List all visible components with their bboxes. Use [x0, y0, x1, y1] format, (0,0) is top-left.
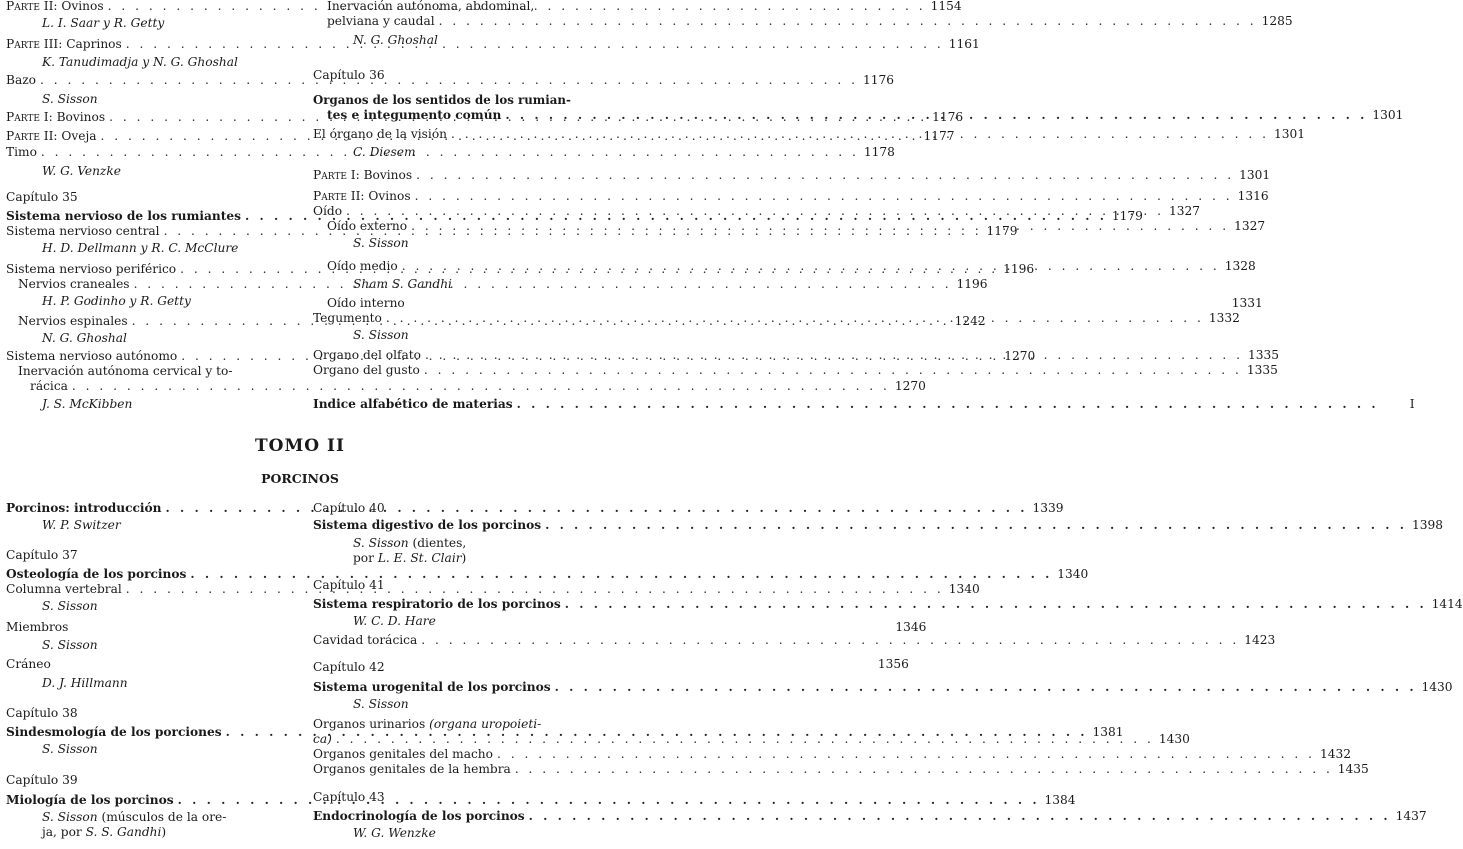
author-line: C. Diesem: [353, 145, 416, 159]
author-note: ): [461, 551, 467, 565]
page-number: 1398: [1411, 518, 1443, 532]
author-line: [313, 536, 596, 551]
author-line: D. J. Hillmann: [42, 676, 128, 690]
leader-dots: [501, 108, 1369, 123]
leader-dots: [421, 348, 1245, 363]
page-number: I: [1409, 397, 1415, 411]
entry-label: Sistema urogenital de los porcinos: [313, 680, 551, 694]
author-line: K. Tanudimadja y N. G. Ghoshal: [42, 55, 238, 69]
page-number: 1381: [1092, 725, 1124, 739]
entry-label: Organos genitales del macho: [313, 747, 493, 761]
entry-label: Sindesmología de los porciones: [6, 725, 222, 739]
author-line: H. P. Godinho y R. Getty: [42, 294, 191, 308]
entry-label: Miembros: [6, 620, 69, 634]
page-number: 1179: [986, 224, 1018, 238]
page-number: 1340: [1057, 567, 1089, 581]
author-line: S. Sisson: [353, 697, 409, 711]
entry-label: Sistema nervioso de los rumiantes: [6, 209, 242, 223]
entry-label: rácica: [30, 379, 68, 393]
toc-entry: [313, 363, 1278, 378]
toc-entry: [6, 379, 926, 394]
author-line: S. Sisson: [353, 328, 409, 342]
page-number: 1196: [1003, 262, 1035, 276]
leader-dots: [493, 747, 1317, 762]
toc-entry: [313, 296, 1263, 311]
author-line: W. P. Switzer: [42, 518, 121, 532]
entry-label: Endocrinología de los porcinos: [313, 809, 525, 823]
entry-label: Oído medio: [327, 259, 398, 273]
leader-dots: [447, 127, 1271, 142]
entry-label: Cráneo: [6, 657, 51, 671]
chapter-label: Capítulo 39: [6, 773, 78, 787]
author-line: H. D. Dellmann y R. C. McClure: [42, 241, 239, 255]
entry-label: Sistema nervioso autónomo: [6, 349, 178, 363]
entry-label: II: Ovinos: [39, 0, 104, 13]
part-prefix: Parte: [313, 168, 347, 182]
author-line: W. G. Wenzke: [353, 826, 436, 840]
leader-dots: [511, 762, 1335, 777]
author-line: N. G. Ghoshal: [353, 33, 438, 47]
entry-label: Sistema digestivo de los porcinos: [313, 518, 542, 532]
page-number: 1432: [1319, 747, 1352, 761]
page-number: 1316: [1237, 189, 1269, 203]
page-number: 1437: [1395, 809, 1427, 823]
author-line: S. Sisson: [353, 236, 409, 250]
author-line: S. Sisson: [42, 742, 98, 756]
page-number: 1270: [894, 379, 926, 393]
entry-label-line: Inervación autónoma cervical y to-: [18, 364, 233, 378]
page-number: 1178: [863, 145, 895, 159]
author-line: N. G. Ghoshal: [42, 331, 127, 345]
page-number: 1327: [1234, 219, 1266, 233]
toc-entry: [313, 168, 1271, 183]
toc-entry: [313, 597, 1463, 612]
page-number: 1196: [956, 277, 988, 291]
entry-label: Osteología de los porcinos: [6, 567, 187, 581]
page-number: 1327: [1169, 204, 1201, 218]
leader-dots: [411, 189, 1235, 204]
chapter-label: Capítulo 36: [313, 68, 385, 82]
leader-dots: [561, 597, 1429, 612]
author-note: ja, por: [42, 825, 86, 839]
leader-dots: [551, 680, 1419, 695]
entry-latin: (organa uropoieti-: [429, 717, 542, 731]
leader-dots: [407, 219, 1231, 234]
chapter-label: Capítulo 37: [6, 548, 78, 562]
leader-dots: [435, 14, 1259, 29]
toc-entry: [313, 747, 1352, 762]
author-line: W. C. D. Hare: [353, 614, 436, 628]
toc-entry: [313, 518, 1443, 533]
toc-entry: [313, 14, 1293, 29]
entry-label: El órgano de la visión: [313, 127, 448, 141]
leader-dots: [342, 204, 1166, 219]
page-number: 1340: [948, 582, 980, 596]
part-prefix: Parte: [6, 110, 40, 124]
page-number: 1176: [862, 73, 894, 87]
leader-dots: [417, 633, 1241, 648]
author-name: S. Sisson: [42, 810, 98, 824]
page-number: 1384: [1044, 793, 1076, 807]
toc-entry: [6, 567, 1089, 582]
author-line: W. G. Venzke: [42, 164, 121, 178]
chapter-label: Capítulo 35: [6, 190, 78, 204]
toc-entry: [313, 397, 1415, 412]
entry-label: pelviana y caudal: [327, 14, 435, 28]
entry-label: II: Ovinos: [346, 189, 411, 203]
entry-label: Sistema nervioso periférico: [6, 262, 177, 276]
entry-label-line: Inervación autónoma, abdominal,: [327, 0, 535, 13]
leader-dots: [382, 311, 1206, 326]
entry-label: II: Oveja: [39, 129, 97, 143]
entry-label: Porcinos: introducción: [6, 501, 162, 515]
author-line: [6, 810, 289, 825]
page-number: 1339: [1032, 501, 1064, 515]
page-number: 1242: [954, 314, 986, 328]
author-note: ): [161, 825, 167, 839]
author-line: L. I. Saar y R. Getty: [42, 16, 165, 30]
part-prefix: Parte: [6, 129, 40, 143]
chapter-label: Capítulo 38: [6, 706, 78, 720]
entry-label: Indice alfabético de materias: [313, 397, 513, 411]
page-number: 1332: [1208, 311, 1240, 325]
page-number: 1301: [1274, 127, 1306, 141]
leader-dots: [332, 732, 1156, 747]
leader-dots: [398, 259, 1222, 274]
entry-label: Organo del olfato: [313, 348, 421, 362]
page-number: 1270: [1004, 349, 1036, 363]
page-number: 1301: [1372, 108, 1404, 122]
author-line: [6, 825, 289, 840]
part-prefix: Parte: [6, 0, 40, 13]
entry-label: Nervios craneales: [18, 277, 130, 291]
entry-label-line: [313, 717, 596, 732]
entry-label: I: Bovinos: [346, 168, 413, 182]
entry-label: Miología de los porcinos: [6, 793, 174, 807]
page-number: 1161: [948, 37, 980, 51]
page-number: 1430: [1158, 732, 1190, 746]
entry-label: Timo: [6, 145, 37, 159]
entry-label: Columna vertebral: [6, 582, 122, 596]
author-name: S. Sisson: [353, 536, 409, 550]
page-number: 1430: [1421, 680, 1453, 694]
toc-entry: [313, 633, 1276, 648]
chapter-label: Capítulo 43: [313, 790, 385, 804]
chapter-label: Capítulo 40: [313, 501, 385, 515]
page-number: 1328: [1224, 259, 1256, 273]
entry-label: Tegumento: [313, 311, 382, 325]
leader-dots: [420, 363, 1244, 378]
page-number: 1177: [923, 129, 955, 143]
entry-label: Oído: [313, 204, 343, 218]
author-line: Sham S. Gandhi: [353, 277, 452, 291]
author-name: L. E. St. Clair: [377, 551, 462, 565]
section-heading: PORCINOS: [261, 471, 339, 486]
author-line: [313, 551, 596, 566]
entry-label: I: Bovinos: [39, 110, 106, 124]
entry-label: III: Caprinos: [39, 37, 122, 51]
author-note: por: [353, 551, 378, 565]
part-prefix: Parte: [313, 189, 347, 203]
page-number: 1414: [1431, 597, 1463, 611]
toc-entry: [313, 189, 1269, 204]
entry-latin: ca): [313, 732, 332, 746]
leader-dots: [412, 168, 1236, 183]
leader-dots: [525, 809, 1393, 824]
toc-entry: [313, 680, 1453, 695]
entry-label: tes e integumento común: [327, 108, 502, 122]
page-number: 1423: [1244, 633, 1276, 647]
chapter-label: Capítulo 42: [313, 660, 385, 674]
entry-label: Organo del gusto: [313, 363, 420, 377]
page-number: 1335: [1247, 348, 1279, 362]
toc-entry: [313, 809, 1427, 824]
page-number: 1301: [1239, 168, 1271, 182]
entry-label: Sistema nervioso central: [6, 224, 160, 238]
entry-label: Organos genitales de la hembra: [313, 762, 511, 776]
page-number: 1331: [1231, 296, 1263, 310]
leader-dots: [513, 397, 1381, 412]
author-line: S. Sisson: [42, 599, 98, 613]
page-number: 1154: [930, 0, 962, 13]
entry-label: Sistema respiratorio de los porcinos: [313, 597, 561, 611]
chapter-label: Capítulo 41: [313, 578, 385, 592]
entry-label-line: Organos de los sentidos de los rumian-: [313, 93, 571, 107]
leader-dots: [174, 793, 1042, 808]
page-number: 1356: [877, 657, 909, 671]
author-line: J. S. McKibben: [42, 397, 133, 411]
toc-entry: [313, 762, 1369, 777]
author-note: (músculos de la ore-: [97, 810, 227, 824]
page-number: 1335: [1246, 363, 1278, 377]
author-note: (dientes,: [408, 536, 467, 550]
part-prefix: Parte: [6, 37, 40, 51]
entry-label: Organos urinarios: [313, 717, 430, 731]
volume-heading: TOMO II: [255, 436, 345, 456]
entry-label: Oído interno: [327, 296, 405, 310]
page-number: 1435: [1337, 762, 1369, 776]
author-line: S. Sisson: [42, 92, 98, 106]
page-number: 1346: [895, 620, 927, 634]
author-name: S. S. Gandhi: [85, 825, 162, 839]
page-number: 1179: [1111, 209, 1143, 223]
leader-dots: [541, 518, 1409, 533]
entry-label: Nervios espinales: [18, 314, 128, 328]
page-number: 1285: [1261, 14, 1293, 28]
entry-label: Oído externo: [327, 219, 408, 233]
page-number: 1176: [932, 110, 964, 124]
author-line: S. Sisson: [42, 638, 98, 652]
entry-label: Cavidad torácica: [313, 633, 418, 647]
entry-label: Bazo: [6, 73, 36, 87]
